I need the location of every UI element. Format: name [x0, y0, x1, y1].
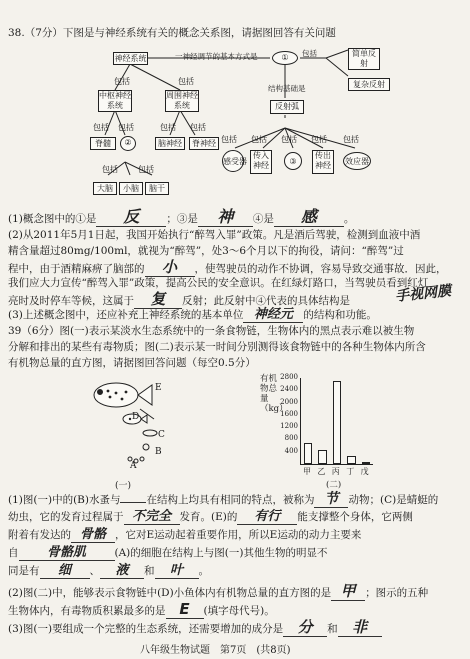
q39-answer-2-text: 不完全: [131, 509, 171, 524]
q39-answer-10-text: 甲: [340, 582, 356, 600]
q39-answer-2[interactable]: [124, 510, 180, 525]
q39-answer-11-text: E: [179, 600, 190, 618]
q39-answer-3-text: 骨骼: [79, 527, 106, 542]
chart-category-label: 丙: [331, 467, 340, 476]
q39-1-line1a: (1)图(一)中的(B)水蚤与: [8, 494, 121, 506]
q39-answer-3[interactable]: [71, 528, 115, 543]
q39-1-line1b: 在结构上均具有相同的特点，被称为: [146, 494, 315, 506]
label-basic-mode: 一神经调节的基本方式是: [175, 52, 258, 61]
q38-answer-unit-text: 神经元: [253, 307, 293, 322]
q38-2-line3b: ，使驾驶员的动作不协调，容易导致交通事故．因此，: [194, 263, 447, 275]
q39-answer-1[interactable]: [314, 492, 348, 508]
q38-1-pre: (1)概念图中的①是: [8, 213, 97, 225]
q39-answer-8-text: 液: [115, 563, 129, 578]
organic-matter-chart: [258, 372, 378, 492]
q39-1-line3a: 附着有发达的: [8, 529, 71, 541]
q39-line1: 39（6分）图(一)表示某淡水生态系统中的一条食物链，生物体内的黑点表示难以被生物: [8, 325, 415, 337]
q39-1-line2: [8, 510, 413, 525]
q38-2-line5a: 亮时及时停车等候，这属于: [8, 295, 134, 307]
q38-2-line4: 我们应大力宣传“醉驾入罪”政策，提高公民的安全意识。在红绿灯路口，当驾驶员看到红灯: [8, 277, 429, 289]
chart-bar: [318, 450, 326, 464]
node-spinal-nerves: 脊神经: [189, 137, 219, 150]
chart-bar: [333, 381, 341, 464]
node-central-nervous-system: 中枢神经系统: [99, 91, 131, 110]
node-1: ①: [272, 51, 298, 65]
q39-answer-9-text: 叶: [169, 563, 183, 578]
node-brainstem: 脑干: [145, 182, 169, 195]
q39-1-line1c: 动物；(C)是蜻蜓的: [348, 494, 439, 506]
chart-ytick-label: 2000: [280, 397, 298, 406]
node-nervous-system: 神经系统: [114, 54, 147, 63]
q38-3-line1: [8, 308, 377, 323]
q38-1-mid2: ④是: [252, 213, 274, 225]
q39-1-line5b: 、: [89, 565, 100, 577]
chart-bar: [362, 462, 370, 464]
q39-answer-9[interactable]: [155, 564, 199, 579]
q39-answer-12-text: 分: [297, 618, 313, 636]
concept-map-connectors: [0, 0, 470, 210]
food-chain-illustration: [80, 375, 200, 475]
label-structural-basis: 结构基础是: [268, 84, 306, 93]
q39-1-line5d: 。: [198, 565, 209, 577]
label-include-12: 包括: [311, 135, 327, 144]
q39-1-line3: [8, 528, 361, 543]
q38-header: 38.（7分）下图是与神经系统有关的概念关系图，请据图回答有关问题: [8, 27, 336, 39]
chart-caption: (二): [326, 480, 342, 490]
q39-2-line2b: (填字母代号)。: [203, 605, 275, 617]
q39-2-line1a: (2)图(二)中，能够表示食物链中(D)小鱼体内有机物总量的直方图的是: [8, 587, 332, 599]
label-include-9: 包括: [221, 135, 237, 144]
chart-category-label: 戊: [360, 467, 369, 476]
fig1-label-e: E: [155, 383, 162, 393]
chart-ylabel: 有机物总量（kg）: [260, 374, 288, 414]
q39-1-line4a: 自: [8, 547, 19, 559]
chart-category-label: 丁: [346, 467, 355, 476]
q38-2-line3a: 程中，由于酒精麻痹了脑部的: [8, 263, 145, 275]
q39-1-line5a: 同是有: [8, 565, 40, 577]
label-include-13: 包括: [343, 135, 359, 144]
q38-2-line1: (2)从2011年5月1日起，我国开始执行“醉驾入罪”政策。凡是酒后驾驶，检测到血液中酒: [8, 229, 421, 241]
q38-2-line2: 精含量超过80mg/100ml，就视为“醉驾”，处3～6个月以下的拘役，请问：“醉驾”过: [8, 245, 404, 257]
q38-answer-3-text: 神: [217, 207, 234, 226]
q39-3-line1b: 和: [327, 623, 338, 635]
q39-answer-6[interactable]: [19, 546, 115, 561]
q38-answer-retina[interactable]: 手视网膜: [394, 283, 452, 305]
q39-answer-6-text: 骨骼肌: [46, 545, 86, 560]
chart-ytick-label: 400: [284, 446, 298, 455]
node-spinal-cord: 脊髓: [90, 137, 116, 150]
label-include-8: 包括: [138, 165, 154, 174]
node-peripheral-nervous-system: 周围神经系统: [166, 91, 198, 110]
page-footer: 八年级生物试题 第7页 (共8页): [140, 645, 291, 656]
node-efferent-nerve: 传出神经: [312, 150, 334, 174]
q38-answer-4-text: 感: [300, 207, 317, 226]
chart-ytick-label: 1600: [280, 409, 298, 418]
q39-line3: 有机物总量的直方图，请据图回答问题（每空0.5分）: [8, 357, 256, 369]
q39-1-line5: [8, 564, 209, 579]
q38-answer-complex-text: 复: [150, 290, 166, 308]
q38-answer-complex[interactable]: [134, 292, 182, 309]
node-4-receptor: 感受器: [222, 150, 244, 172]
fig1-label-d: D: [132, 412, 140, 422]
q39-1-line2c: 能支撑整个身体，它两侧: [297, 511, 413, 523]
label-include-4: 包括: [118, 123, 134, 132]
fig1-label-b: B: [155, 447, 162, 457]
label-include-7: 包括: [102, 165, 118, 174]
label-include-3: 包括: [93, 123, 109, 132]
q38-1-mid1: ；③是: [166, 213, 198, 225]
label-include-1: 包括: [114, 77, 130, 86]
q39-answer-4-text: 有行: [254, 509, 281, 524]
chart-ytick-label: 1200: [280, 422, 298, 431]
q39-3-line1a: (3)图(一)要组成一个完整的生态系统，还需要增加的成分是: [8, 623, 284, 635]
fig1-label-a: A: [130, 461, 137, 471]
label-include-right: 包括: [302, 49, 317, 58]
fig1-caption: (一): [115, 481, 132, 491]
chart-category-label: 甲: [303, 467, 311, 476]
q39-answer-7-text: 细: [57, 563, 71, 578]
label-include-10: 包括: [251, 135, 267, 144]
chart-bar: [304, 443, 312, 465]
q39-1-line2a: 幼虫，它的发育过程属于: [8, 511, 124, 523]
q39-1-line1: [8, 492, 438, 508]
q39-2-line2a: 生物体内，有毒物质积累最多的是: [8, 605, 166, 617]
q38-answer-cerebellum-text: 小: [161, 258, 177, 276]
q38-answer-unit[interactable]: [243, 308, 303, 323]
node-afferent-nerve: 传入神经: [250, 150, 272, 174]
q39-answer-13-text: 非: [352, 618, 368, 636]
q39-2-line1: [8, 584, 428, 601]
q39-2-line1b: ；图示的五种: [365, 587, 429, 599]
q38-answer-3[interactable]: [198, 207, 253, 227]
q39-answer-7[interactable]: [40, 564, 90, 579]
q38-1-post: 。: [343, 213, 355, 225]
label-include-6: 包括: [190, 123, 206, 132]
chart-plot-area: [300, 378, 373, 465]
chart-ytick-label: 2400: [280, 385, 298, 394]
q38-answer-4[interactable]: [274, 207, 344, 227]
q38-answer-1[interactable]: [96, 207, 166, 227]
node-2: ②: [120, 136, 136, 151]
chart-bar: [347, 456, 355, 464]
q39-answer-1-text: 节: [324, 491, 339, 507]
node-effector: 效应器: [343, 152, 371, 170]
q39-2-line2: [8, 602, 275, 619]
label-include-5: 包括: [160, 123, 176, 132]
node-simple-reflex: 简单反射: [348, 48, 380, 70]
q39-line2: 分解和排出的某些有毒物质；图(二)表示某一时间分别测得该食物链中的各种生物体内所含: [8, 341, 426, 353]
node-complex-reflex: 复杂反射: [348, 78, 390, 91]
q39-answer-10[interactable]: [331, 584, 365, 601]
q38-answer-1-text: 反: [123, 207, 140, 226]
q39-1-line2b: 发育。(E)的: [179, 511, 238, 523]
q38-answer-cerebellum[interactable]: [145, 260, 195, 277]
q39-answer-12[interactable]: [283, 620, 327, 637]
label-include-11: 包括: [281, 135, 297, 144]
q38-3-line1b: 的结构和功能。: [303, 309, 377, 321]
q39-1-line3b: ，它对E运动起着重要作用，所以E运动的动力主要来: [115, 529, 362, 541]
node-cerebrum: 大脑: [93, 182, 117, 195]
node-cranial-nerves: 脑神经: [155, 137, 185, 150]
fig1-label-c: C: [158, 430, 165, 440]
q39-1-line4: [8, 546, 327, 561]
chart-ytick-label: 2800: [280, 373, 298, 381]
q38-2-line5b: 反射；此反射中④代表的具体结构是: [182, 295, 350, 307]
q38-3-line1a: (3)上述概念图中，还应补充上神经系统的基本单位: [8, 309, 244, 321]
q39-1-line5c: 和: [144, 565, 155, 577]
q39-1-line4b: (A)的细胞在结构上与图(一)其他生物的明显不: [114, 547, 328, 559]
node-reflex-arc: 反射弧: [270, 100, 304, 114]
q39-answer-8[interactable]: [100, 564, 144, 579]
q39-answer-11[interactable]: [166, 602, 204, 619]
q39-3-line1: [8, 620, 382, 637]
q38-2-line3: [8, 260, 447, 277]
q39-answer-13[interactable]: [338, 620, 382, 637]
chart-category-label: 乙: [317, 467, 326, 476]
q39-answer-4[interactable]: [237, 510, 297, 525]
q39-blank-1[interactable]: [120, 502, 146, 503]
q38-2-line5: [8, 292, 350, 309]
node-3: ③: [284, 152, 302, 170]
chart-ytick-label: 800: [284, 434, 298, 443]
label-include-2: 包括: [178, 77, 194, 86]
q38-1: [8, 207, 355, 227]
node-cerebellum: 小脑: [119, 182, 143, 195]
